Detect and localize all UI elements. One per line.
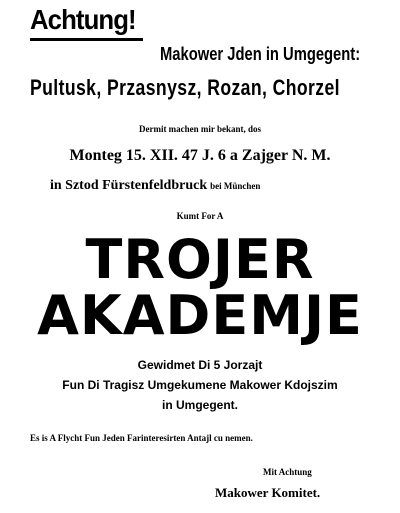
- dedication-line-3: in Umgegent.: [161, 398, 238, 412]
- intro-text: Dermit machen mir bekant, dos: [138, 124, 262, 134]
- kumt-text: Kumt For A: [176, 211, 224, 221]
- header-line-1: Makower Jden in Umgegent:: [160, 44, 361, 64]
- event-place-suffix: bei München: [210, 181, 261, 191]
- signature-closing: Mit Achtung: [263, 467, 312, 477]
- headline-line-2: AKADEMJE: [37, 284, 363, 347]
- note-text: Es is A Flycht Fun Jeden Farinteresirten Antajl cu nemen.: [30, 433, 253, 443]
- dedication-line-1: Gewidmet Di 5 Jorzajt: [137, 358, 263, 372]
- event-date: Monteg 15. XII. 47 J. 6 a Zajger N. M.: [69, 147, 331, 164]
- signature-committee: Makower Komitet.: [215, 485, 321, 500]
- header-line-2: Pultusk, Przasnysz, Rozan, Chorzel: [30, 75, 340, 100]
- title-underline: [30, 38, 143, 41]
- event-place: [50, 178, 260, 194]
- headline-line-1: TROJER: [85, 228, 315, 291]
- poster-title: Achtung!: [30, 4, 136, 35]
- dedication-line-2: Fun Di Tragisz Umgekumene Makower Kdojszim: [62, 378, 338, 392]
- event-place-text: in Sztod Fürstenfeldbruck: [50, 178, 208, 193]
